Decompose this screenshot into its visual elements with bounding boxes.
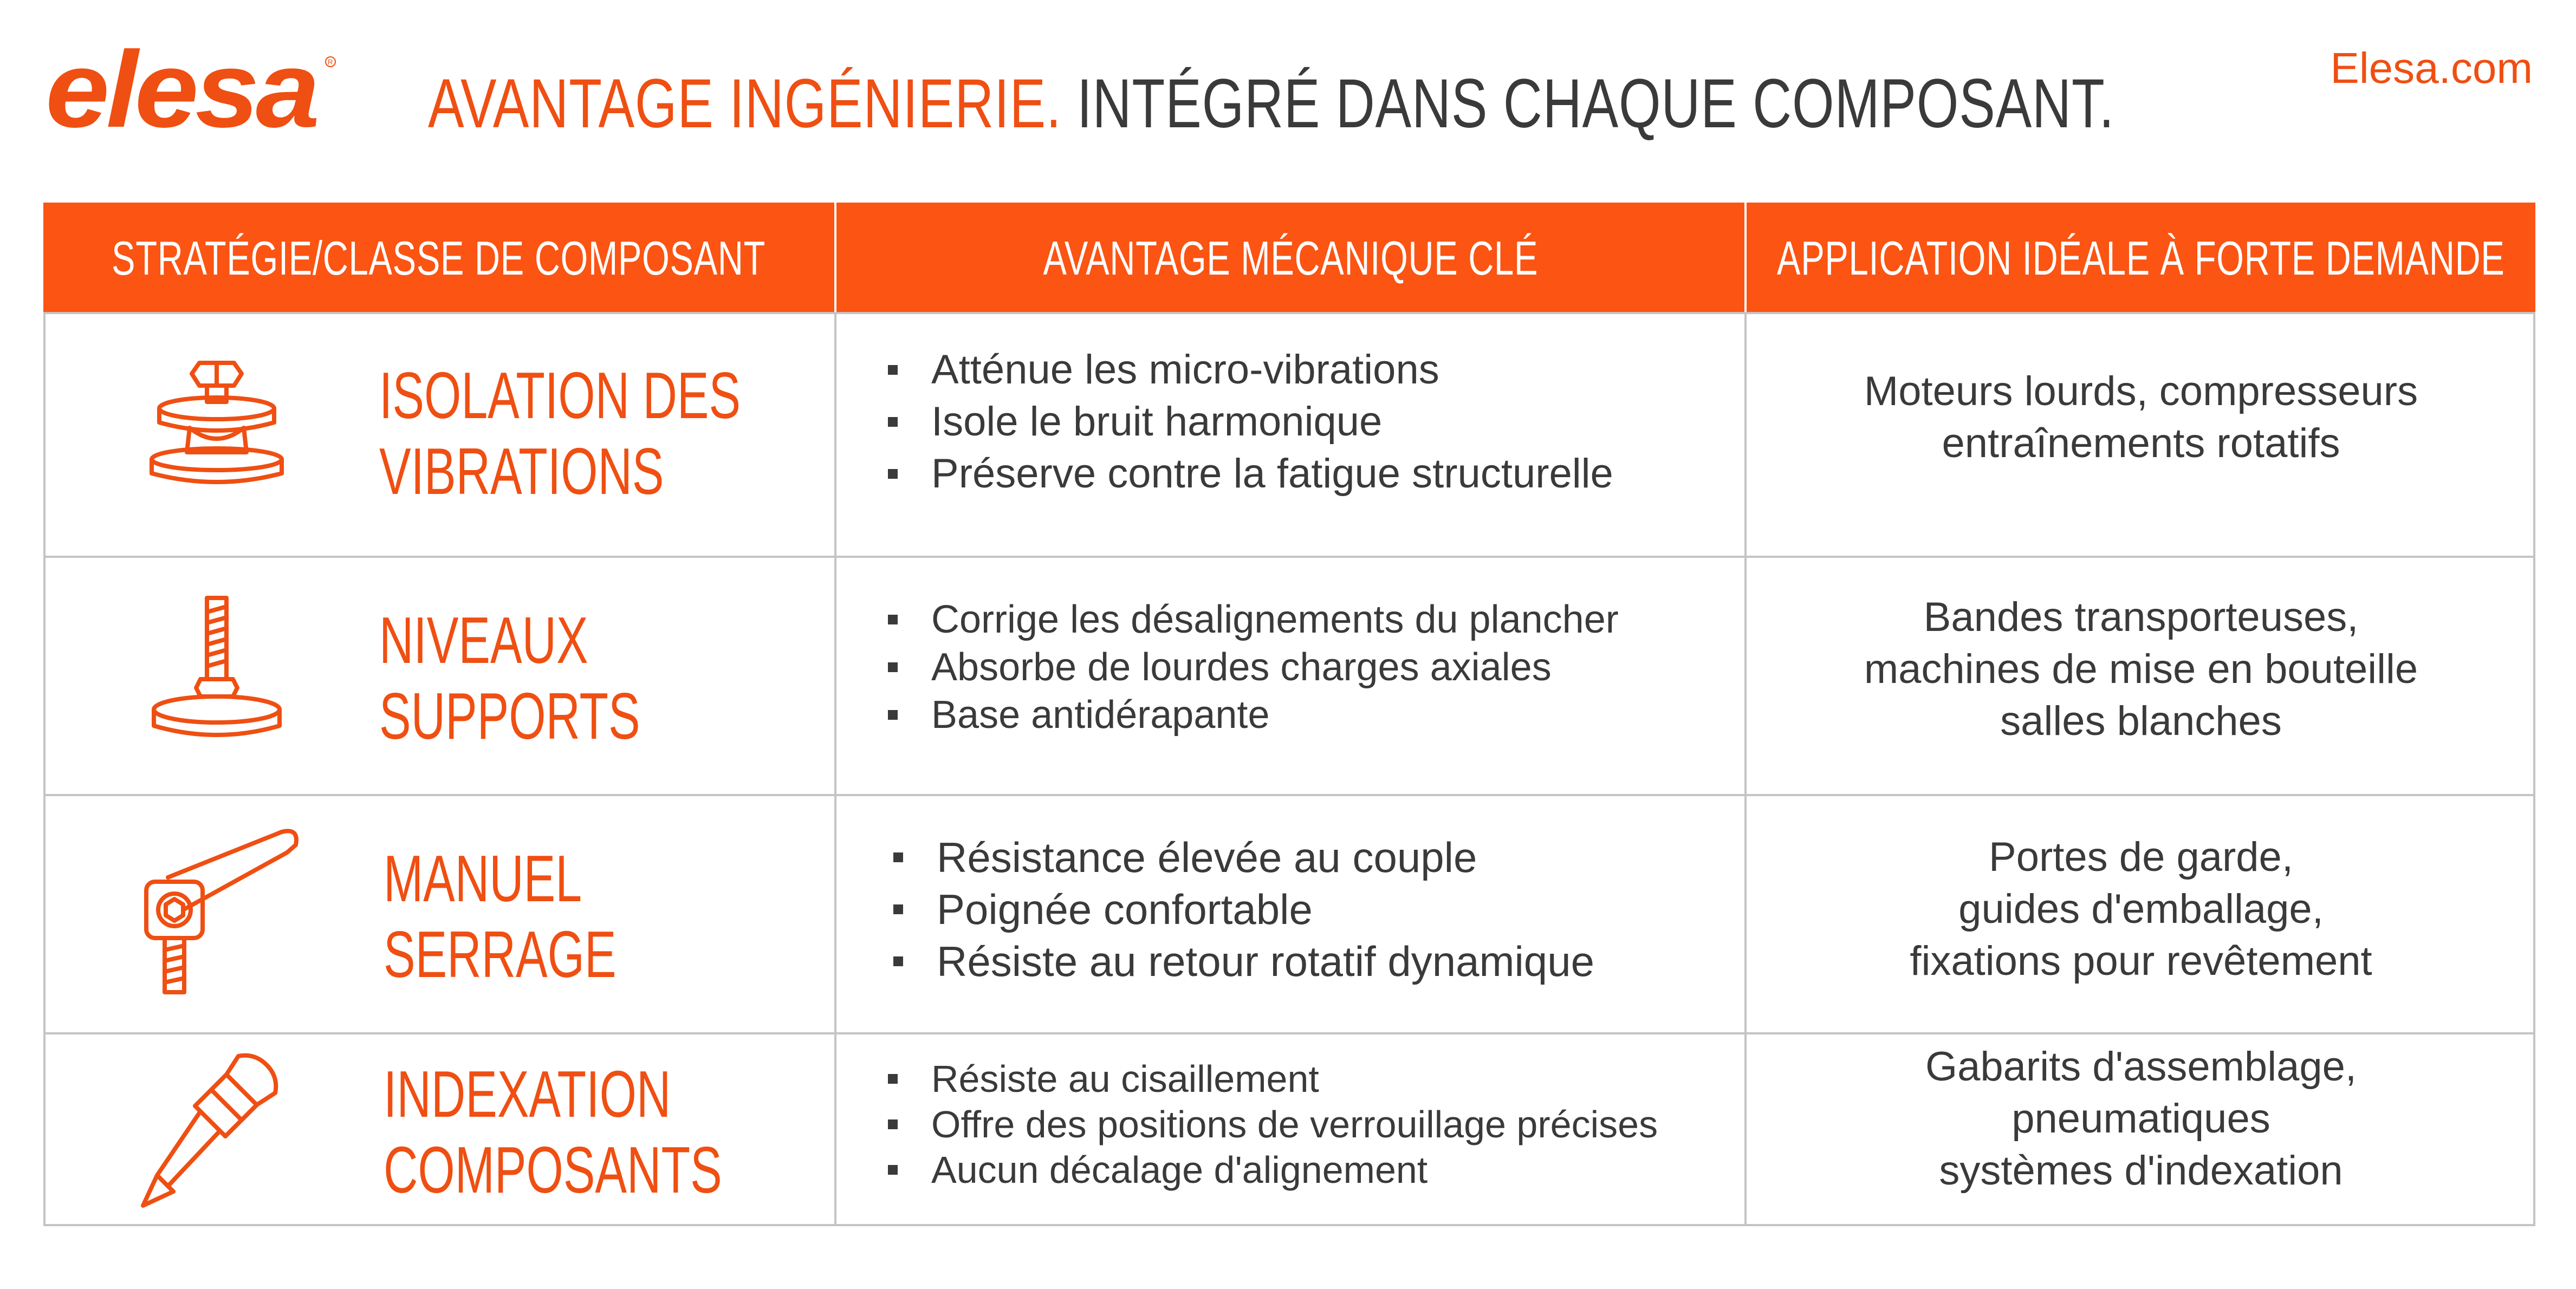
category-title-line: MANUEL [384,842,582,915]
category-title [379,602,640,754]
advantage-list [888,596,1619,739]
table-row [43,312,2535,556]
header-cell-advantage [834,203,1744,314]
svg-text:elesa: elesa [46,45,317,143]
list-item: Poignée confortable [893,883,1594,935]
category-title [384,841,617,992]
list-item: Offre des positions de verrouillage précises [888,1102,1658,1147]
category-title [384,1056,722,1208]
category-title-line: VIBRATIONS [379,434,664,508]
table-row [43,794,2535,1032]
application-line: Moteurs lourds, compresseurs [1864,368,2418,414]
application-text [1747,366,2535,470]
headline-accent: AVANTAGE INGÉNIERIE. [428,65,1062,142]
list-item: Résistance élevée au couple [893,831,1594,883]
indexing-plunger-icon [125,1045,298,1219]
application-text [1747,591,2535,747]
application-line: systèmes d'indexation [1939,1148,2343,1194]
category-title-line: ISOLATION DES [379,359,741,432]
category-title-line: SUPPORTS [379,679,640,753]
category-cell [43,558,834,794]
list-item: Aucun décalage d'alignement [888,1147,1658,1193]
site-link[interactable]: Elesa.com [2330,44,2533,92]
table-row [43,556,2535,794]
advantage-list [893,831,1594,987]
elesa-logo [46,45,338,143]
header-cell-application [1744,203,2535,314]
list-item: Préserve contre la fatigue structurelle [888,448,1613,500]
list-item: Absorbe de lourdes charges axiales [888,643,1619,691]
category-cell [43,1034,834,1226]
advantage-list [888,344,1613,500]
list-item: Isole le bruit harmonique [888,396,1613,448]
category-cell [43,796,834,1032]
application-cell [1744,558,2535,794]
application-cell [1744,796,2535,1032]
category-title-line: INDEXATION [384,1057,671,1131]
application-line: Bandes transporteuses, [1923,594,2359,640]
advantage-cell [834,796,1744,1032]
svg-text:R: R [328,58,333,66]
application-line: Portes de garde, [1989,834,2293,880]
category-title [379,357,741,509]
headline-rest: INTÉGRÉ DANS CHAQUE COMPOSANT. [1061,65,2115,142]
application-cell [1744,314,2535,556]
category-title-line: COMPOSANTS [384,1133,722,1207]
list-item: Atténue les micro-vibrations [888,344,1613,396]
list-item: Résiste au retour rotatif dynamique [893,935,1594,987]
comparison-table [43,203,2535,1226]
leveling-foot-icon [135,590,298,753]
table-row [43,1032,2535,1226]
header-label: APPLICATION IDÉALE À FORTE DEMANDE [1777,231,2505,285]
advantage-cell [834,558,1744,794]
application-text [1747,1041,2535,1197]
clamping-lever-icon [125,818,309,1002]
list-item: Base antidérapante [888,691,1619,739]
application-line: machines de mise en bouteille [1864,646,2418,692]
advantage-list [888,1056,1658,1193]
application-line: Gabarits d'assemblage, [1925,1044,2357,1090]
category-cell [43,314,834,556]
headline [428,50,2114,158]
application-line: entraînements rotatifs [1942,420,2340,466]
application-line: pneumatiques [2012,1096,2270,1142]
list-item: Résiste au cisaillement [888,1056,1658,1102]
header-label: STRATÉGIE/CLASSE DE COMPOSANT [112,231,766,285]
application-text [1747,831,2535,987]
advantage-cell [834,1034,1744,1226]
application-line: salles blanches [2000,698,2282,744]
application-cell [1744,1034,2535,1226]
application-line: guides d'emballage, [1958,886,2324,932]
category-title-line: NIVEAUX [379,603,588,677]
header-label: AVANTAGE MÉCANIQUE CLÉ [1043,231,1538,285]
advantage-cell [834,314,1744,556]
category-title-line: SERRAGE [384,917,617,991]
list-item: Corrige les désalignements du plancher [888,596,1619,643]
header-cell-strategy [43,203,834,314]
vibration-mount-icon [135,341,298,504]
table-header [43,203,2535,314]
application-line: fixations pour revêtement [1910,938,2372,984]
